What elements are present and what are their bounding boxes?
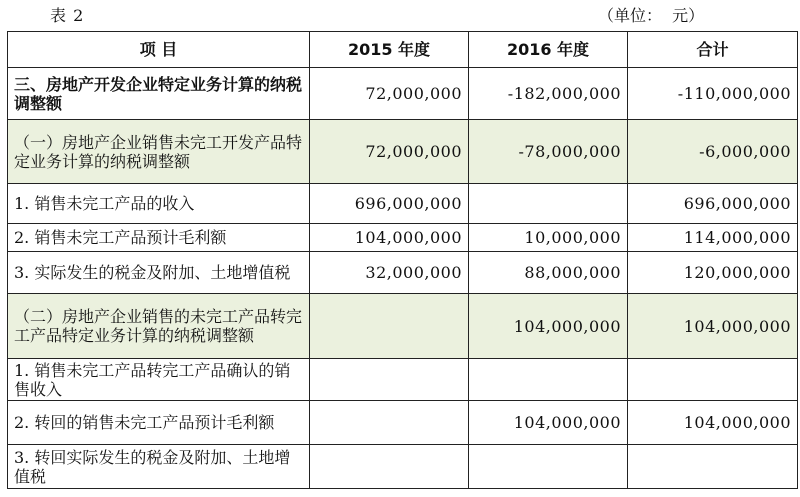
row-item: 2. 转回的销售未完工产品预计毛利额 xyxy=(8,401,310,445)
row-2015 xyxy=(310,359,469,401)
header-2016: 2016 年度 xyxy=(469,32,628,68)
row-item: 3. 转回实际发生的税金及附加、土地增值税 xyxy=(8,445,310,489)
row-2016: 104,000,000 xyxy=(469,401,628,445)
row-2016 xyxy=(469,445,628,489)
table-row xyxy=(8,359,798,401)
row-total: -6,000,000 xyxy=(628,120,798,184)
row-2015: 696,000,000 xyxy=(310,184,469,224)
row-item: （一）房地产企业销售未完工开发产品特定业务计算的纳税调整额 xyxy=(8,120,310,184)
row-item: 1. 销售未完工产品转完工产品确认的销售收入 xyxy=(8,359,310,401)
row-2015: 72,000,000 xyxy=(310,120,469,184)
unit-label: （单位： 元） xyxy=(598,6,705,25)
header-row xyxy=(8,32,798,68)
row-item: 3. 实际发生的税金及附加、土地增值税 xyxy=(8,252,310,294)
row-2016: 88,000,000 xyxy=(469,252,628,294)
row-2016: 10,000,000 xyxy=(469,224,628,252)
row-total xyxy=(628,359,798,401)
table-row xyxy=(8,68,798,120)
table-row xyxy=(8,224,798,252)
row-2016 xyxy=(469,359,628,401)
row-total xyxy=(628,445,798,489)
row-item: 2. 销售未完工产品预计毛利额 xyxy=(8,224,310,252)
row-2016: -182,000,000 xyxy=(469,68,628,120)
row-2015: 72,000,000 xyxy=(310,68,469,120)
row-2015 xyxy=(310,401,469,445)
row-2015: 32,000,000 xyxy=(310,252,469,294)
row-2016 xyxy=(469,184,628,224)
table-row xyxy=(8,184,798,224)
table-row xyxy=(8,252,798,294)
row-item: 三、房地产开发企业特定业务计算的纳税调整额 xyxy=(8,68,310,120)
table-row xyxy=(8,445,798,489)
row-total: 104,000,000 xyxy=(628,294,798,359)
row-item: （二）房地产企业销售的未完工产品转完工产品特定业务计算的纳税调整额 xyxy=(8,294,310,359)
row-2015 xyxy=(310,294,469,359)
row-total: -110,000,000 xyxy=(628,68,798,120)
row-2016: 104,000,000 xyxy=(469,294,628,359)
table-row xyxy=(8,401,798,445)
row-total: 104,000,000 xyxy=(628,401,798,445)
table-row xyxy=(8,294,798,359)
tax-adjustment-table xyxy=(7,31,798,489)
header-total: 合计 xyxy=(628,32,798,68)
row-2015: 104,000,000 xyxy=(310,224,469,252)
row-item: 1. 销售未完工产品的收入 xyxy=(8,184,310,224)
table-row xyxy=(8,120,798,184)
table-label: 表 2 xyxy=(50,6,85,25)
header-2015: 2015 年度 xyxy=(310,32,469,68)
row-2015 xyxy=(310,445,469,489)
row-total: 120,000,000 xyxy=(628,252,798,294)
row-2016: -78,000,000 xyxy=(469,120,628,184)
row-total: 696,000,000 xyxy=(628,184,798,224)
row-total: 114,000,000 xyxy=(628,224,798,252)
header-item: 项 目 xyxy=(8,32,310,68)
table-caption xyxy=(0,0,800,30)
